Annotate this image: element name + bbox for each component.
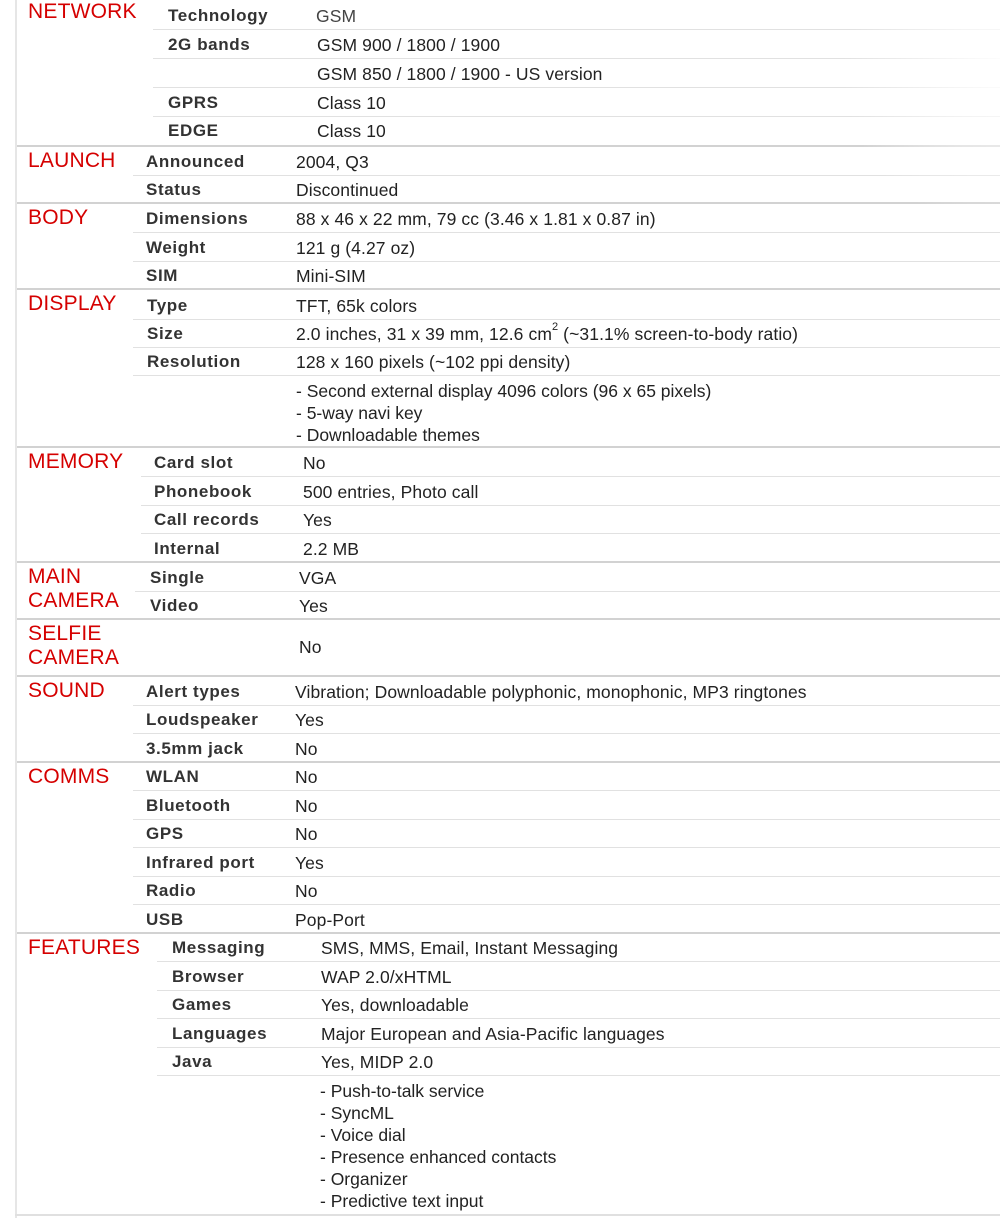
value-display-size-main: 2.0 inches, 31 x 39 mm, 12.6 cm <box>296 324 552 344</box>
label-internal: Internal <box>154 539 221 558</box>
section-network <box>17 0 1000 145</box>
value-bluetooth: No <box>295 796 318 816</box>
label-browser: Browser <box>172 967 245 986</box>
section-body <box>17 202 1000 290</box>
display-notes <box>296 380 711 446</box>
section-title-body: BODY <box>28 206 89 229</box>
value-alert-types: Vibration; Downloadable polyphonic, monophonic, MP3 ringtones <box>295 682 807 702</box>
label-announced: Announced <box>146 152 245 171</box>
label-jack: 3.5mm jack <box>146 739 244 758</box>
row-jack <box>133 735 1000 763</box>
label-card-slot: Card slot <box>154 453 234 472</box>
label-2g-bands: 2G bands <box>168 35 251 54</box>
label-languages: Languages <box>172 1024 268 1043</box>
value-display-resolution: 128 x 160 pixels (~102 ppi density) <box>296 352 571 372</box>
section-main-camera <box>17 561 1000 620</box>
section-display <box>17 288 1000 448</box>
row-browser <box>157 963 1000 991</box>
row-languages <box>157 1020 1000 1048</box>
value-wlan: No <box>295 767 318 787</box>
value-loudspeaker: Yes <box>295 710 324 730</box>
label-display-size: Size <box>147 324 184 343</box>
value-2g-bands-1: GSM 900 / 1800 / 1900 <box>317 35 501 55</box>
section-title-comms: COMMS <box>28 765 110 788</box>
value-infrared: Yes <box>295 853 324 873</box>
value-gprs: Class 10 <box>317 93 386 113</box>
row-2g-bands-us <box>153 60 1000 88</box>
row-edge <box>153 117 1000 145</box>
section-title-display: DISPLAY <box>28 292 117 315</box>
value-display-size-superscript: 2 <box>552 321 559 333</box>
row-call-records <box>141 506 1000 534</box>
section-title-selfie-camera-line1: SELFIE <box>28 622 102 645</box>
section-features <box>17 932 1000 1216</box>
row-usb <box>133 906 1000 934</box>
row-wlan <box>133 763 1000 791</box>
row-card-slot <box>141 449 1000 477</box>
value-jack: No <box>295 739 318 759</box>
value-browser: WAP 2.0/xHTML <box>321 967 452 987</box>
row-2g-bands <box>153 31 1000 59</box>
value-camera-single: VGA <box>299 568 337 588</box>
row-display-resolution <box>133 348 1000 376</box>
value-2g-bands-2: GSM 850 / 1800 / 1900 - US version <box>317 64 603 84</box>
value-java: Yes, MIDP 2.0 <box>321 1052 434 1072</box>
label-dimensions: Dimensions <box>146 209 249 228</box>
value-edge: Class 10 <box>317 121 386 141</box>
features-note: - SyncML <box>320 1103 394 1123</box>
value-usb: Pop-Port <box>295 910 365 930</box>
row-sim <box>133 262 1000 290</box>
section-title-selfie-camera-line2: CAMERA <box>28 646 120 669</box>
section-title-network: NETWORK <box>28 0 137 23</box>
row-display-size <box>133 320 1000 348</box>
label-camera-video: Video <box>150 596 199 615</box>
section-title-features: FEATURES <box>28 936 141 959</box>
display-note: - Downloadable themes <box>296 425 480 445</box>
label-bluetooth: Bluetooth <box>146 796 231 815</box>
label-camera-single: Single <box>150 568 205 587</box>
row-display-type <box>133 292 1000 320</box>
section-comms <box>17 761 1000 934</box>
row-loudspeaker <box>133 706 1000 734</box>
features-note: - Voice dial <box>320 1125 406 1145</box>
label-phonebook: Phonebook <box>154 482 252 501</box>
value-announced: 2004, Q3 <box>296 152 369 172</box>
row-camera-single <box>135 564 1000 592</box>
label-games: Games <box>172 995 232 1014</box>
value-messaging: SMS, MMS, Email, Instant Messaging <box>321 938 619 958</box>
label-display-type: Type <box>147 296 188 315</box>
row-camera-video <box>135 592 1000 620</box>
label-wlan: WLAN <box>146 767 200 786</box>
value-sim: Mini-SIM <box>296 266 366 286</box>
bottom-rule <box>15 1214 1000 1216</box>
label-alert-types: Alert types <box>146 682 241 701</box>
features-note: - Presence enhanced contacts <box>320 1147 557 1167</box>
row-infrared <box>133 849 1000 877</box>
value-status: Discontinued <box>296 180 399 200</box>
label-sim: SIM <box>146 266 179 285</box>
value-weight: 121 g (4.27 oz) <box>296 238 416 258</box>
label-status: Status <box>146 180 202 199</box>
row-gps <box>133 820 1000 848</box>
features-note: - Predictive text input <box>320 1191 484 1211</box>
row-gprs <box>153 89 1000 117</box>
row-announced <box>133 148 1000 176</box>
section-selfie-camera <box>17 618 1000 677</box>
row-technology <box>153 2 1000 30</box>
label-gprs: GPRS <box>168 93 219 112</box>
label-call-records: Call records <box>154 510 260 529</box>
label-infrared: Infrared port <box>146 853 255 872</box>
row-games <box>157 991 1000 1019</box>
value-selfie-camera: No <box>299 637 322 657</box>
section-title-main-camera-line2: CAMERA <box>28 589 120 612</box>
section-sound <box>17 675 1000 763</box>
row-messaging <box>157 934 1000 962</box>
row-bluetooth <box>133 792 1000 820</box>
section-title-memory: MEMORY <box>28 450 124 473</box>
section-title-selfie-camera <box>28 622 153 670</box>
label-messaging: Messaging <box>172 938 266 957</box>
section-launch <box>17 145 1000 204</box>
label-weight: Weight <box>146 238 206 257</box>
label-edge: EDGE <box>168 121 219 140</box>
value-display-type: TFT, 65k colors <box>296 296 418 316</box>
row-phonebook <box>141 478 1000 506</box>
features-note: - Push-to-talk service <box>320 1081 485 1101</box>
features-notes <box>320 1080 556 1212</box>
value-display-size-ratio: (~31.1% screen-to-body ratio) <box>558 324 799 344</box>
label-radio: Radio <box>146 881 197 900</box>
value-languages: Major European and Asia-Pacific languages <box>321 1024 665 1044</box>
row-internal <box>141 535 1000 563</box>
features-note: - Organizer <box>320 1169 408 1189</box>
display-note: - 5-way navi key <box>296 403 423 423</box>
label-gps: GPS <box>146 824 184 843</box>
label-usb: USB <box>146 910 184 929</box>
row-radio <box>133 877 1000 905</box>
row-dimensions <box>133 205 1000 233</box>
label-technology: Technology <box>168 6 269 25</box>
section-title-main-camera-line1: MAIN <box>28 565 82 588</box>
display-note: - Second external display 4096 colors (96 x 65 pixels) <box>296 381 712 401</box>
value-display-size <box>296 321 799 345</box>
row-status <box>133 176 1000 204</box>
label-display-resolution: Resolution <box>147 352 241 371</box>
section-title-launch: LAUNCH <box>28 149 116 172</box>
value-card-slot: No <box>303 453 326 473</box>
section-memory <box>17 446 1000 563</box>
value-technology: GSM <box>316 6 357 26</box>
label-java: Java <box>172 1052 213 1071</box>
value-call-records: Yes <box>303 510 332 530</box>
value-gps: No <box>295 824 318 844</box>
value-phonebook: 500 entries, Photo call <box>303 482 479 502</box>
section-title-sound: SOUND <box>28 679 105 702</box>
value-camera-video: Yes <box>299 596 328 616</box>
value-games: Yes, downloadable <box>321 995 469 1015</box>
row-java <box>157 1048 1000 1076</box>
value-dimensions: 88 x 46 x 22 mm, 79 cc (3.46 x 1.81 x 0.87 in) <box>296 209 656 229</box>
value-internal: 2.2 MB <box>303 539 360 559</box>
row-alert-types <box>133 678 1000 706</box>
row-weight <box>133 234 1000 262</box>
value-radio: No <box>295 881 318 901</box>
label-loudspeaker: Loudspeaker <box>146 710 259 729</box>
